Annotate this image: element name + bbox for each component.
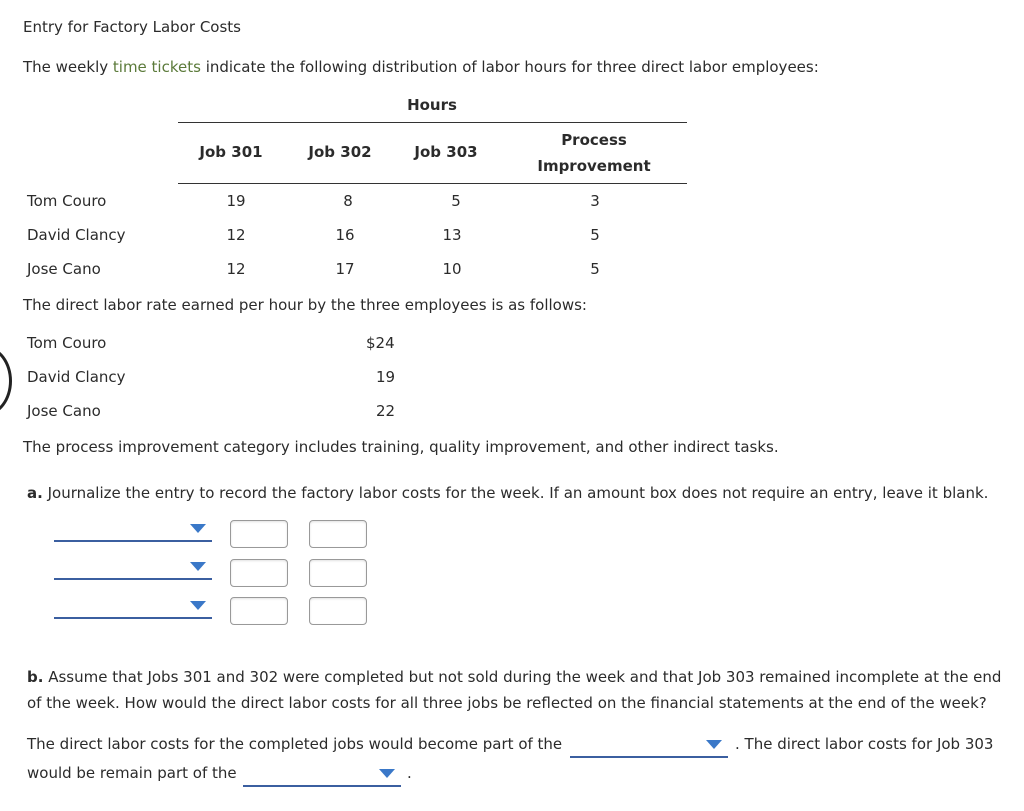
credit-input-1[interactable] bbox=[309, 520, 367, 548]
partial-circle-marker bbox=[0, 346, 12, 416]
part-b-answer-text-3: would be remain part of the bbox=[27, 764, 237, 782]
col-header-process: Process bbox=[561, 131, 627, 149]
part-a-instructions: a. Journalize the entry to record the factory labor costs for the week. If an amount box does not require an entry, leave it blank. bbox=[27, 484, 989, 502]
col-header-job-303: Job 303 bbox=[414, 143, 478, 161]
rate-value-tom-couro: $24 bbox=[366, 334, 395, 352]
part-b-answer-text-1: The direct labor costs for the completed jobs would become part of the bbox=[27, 735, 563, 753]
rate-value-david-clancy: 19 bbox=[376, 368, 396, 386]
credit-input-2[interactable] bbox=[309, 559, 367, 587]
rate-name-david-clancy: David Clancy bbox=[27, 368, 126, 386]
financial-statement-select-2[interactable] bbox=[243, 765, 401, 787]
cell-jose-job-301: 12 bbox=[226, 260, 246, 278]
cell-tom-job-303: 5 bbox=[451, 192, 461, 210]
dropdown-arrow-icon bbox=[190, 524, 206, 533]
cell-tom-process: 3 bbox=[590, 192, 600, 210]
row-name-david-clancy: David Clancy bbox=[27, 226, 126, 244]
debit-field-1[interactable] bbox=[231, 521, 291, 549]
account-select-1[interactable] bbox=[54, 520, 212, 542]
credit-input-3[interactable] bbox=[309, 597, 367, 625]
col-header-job-302: Job 302 bbox=[308, 143, 372, 161]
dropdown-arrow-icon bbox=[190, 562, 206, 571]
cell-david-process: 5 bbox=[590, 226, 600, 244]
col-header-improvement: Improvement bbox=[537, 157, 651, 175]
rate-name-tom-couro: Tom Couro bbox=[27, 334, 107, 352]
account-select-3[interactable] bbox=[54, 597, 212, 619]
credit-field-3[interactable] bbox=[310, 598, 370, 626]
part-b-answer-period: . bbox=[407, 764, 412, 782]
cell-tom-job-301: 19 bbox=[226, 192, 246, 210]
debit-input-1[interactable] bbox=[230, 520, 288, 548]
intro-text: The weekly time tickets indicate the following distribution of labor hours for three direct labor employees: bbox=[23, 58, 819, 76]
cell-jose-process: 5 bbox=[590, 260, 600, 278]
cell-david-job-302: 16 bbox=[335, 226, 355, 244]
row-name-jose-cano: Jose Cano bbox=[27, 260, 101, 278]
credit-field-1[interactable] bbox=[310, 521, 370, 549]
cell-david-job-301: 12 bbox=[226, 226, 246, 244]
part-b-answer-text-2: . The direct labor costs for Job 303 bbox=[735, 735, 994, 753]
cell-jose-job-303: 10 bbox=[442, 260, 462, 278]
debit-input-2[interactable] bbox=[230, 559, 288, 587]
rate-intro: The direct labor rate earned per hour by the three employees is as follows: bbox=[23, 296, 587, 314]
debit-input-3[interactable] bbox=[230, 597, 288, 625]
cell-david-job-303: 13 bbox=[442, 226, 462, 244]
time-tickets-link[interactable]: time tickets bbox=[112, 58, 201, 76]
dropdown-arrow-icon bbox=[379, 769, 395, 778]
table-header-rule bbox=[178, 183, 687, 184]
part-b-question-line-1: b. Assume that Jobs 301 and 302 were completed but not sold during the week and that Job 303 remained incomplete at the end bbox=[27, 668, 1002, 686]
col-header-job-301: Job 301 bbox=[199, 143, 263, 161]
account-select-2[interactable] bbox=[54, 558, 212, 580]
cell-tom-job-302: 8 bbox=[343, 192, 353, 210]
row-name-tom-couro: Tom Couro bbox=[27, 192, 107, 210]
cell-jose-job-302: 17 bbox=[335, 260, 355, 278]
dropdown-arrow-icon bbox=[190, 601, 206, 610]
part-b-question-line-2: of the week. How would the direct labor costs for all three jobs be reflected on the financial statements at the end of the week? bbox=[27, 694, 987, 712]
process-note: The process improvement category includes training, quality improvement, and other indirect tasks. bbox=[23, 438, 779, 456]
page-title: Entry for Factory Labor Costs bbox=[23, 18, 241, 36]
table-top-rule bbox=[178, 122, 687, 123]
debit-field-2[interactable] bbox=[231, 560, 291, 588]
credit-field-2[interactable] bbox=[310, 560, 370, 588]
rate-name-jose-cano: Jose Cano bbox=[27, 402, 101, 420]
rate-value-jose-cano: 22 bbox=[376, 402, 396, 420]
financial-statement-select-1[interactable] bbox=[570, 736, 728, 758]
debit-field-3[interactable] bbox=[231, 598, 291, 626]
dropdown-arrow-icon bbox=[706, 740, 722, 749]
hours-group-header: Hours bbox=[407, 96, 457, 114]
